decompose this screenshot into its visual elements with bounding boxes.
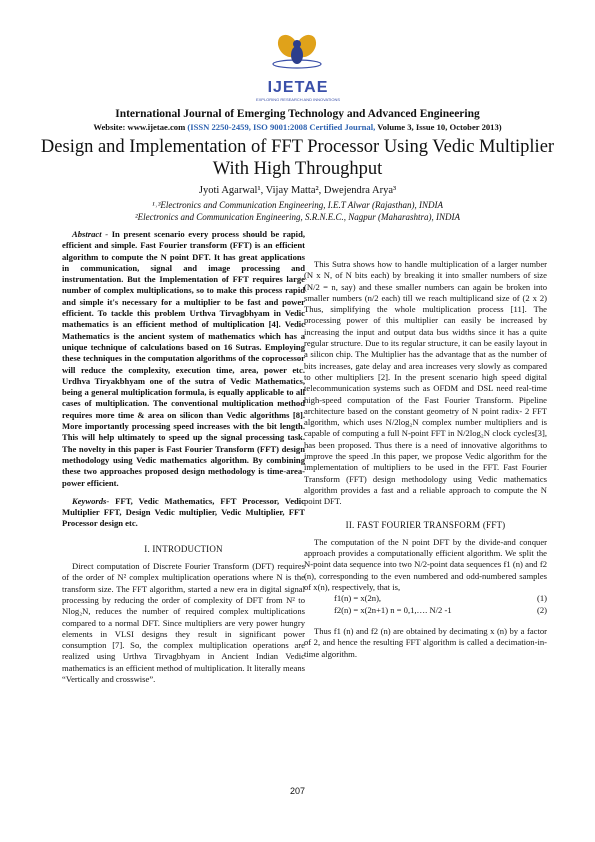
volume-issue: Volume 3, Issue 10, October 2013): [375, 122, 502, 132]
equation-2-text: f2(n) = x(2n+1) n = 0,1,…. N/2 -1: [334, 604, 452, 615]
logo-subtext: EXPLORING RESEARCH AND INNOVATIONS: [255, 97, 341, 102]
page-number: 207: [289, 786, 306, 796]
website-prefix: Website: www.ijetae.com: [93, 122, 188, 132]
decimation-paragraph: Thus f1 (n) and f2 (n) are obtained by decimating x (n) by a factor of 2, and hence the resulting FFT algorithm is called a decimation-in-time algorithm.: [304, 625, 547, 659]
section-heading-introduction: I. INTRODUCTION: [144, 543, 223, 554]
paper-title: Design and Implementation of FFT Processor Using Vedic Multiplier With High Throughput: [40, 137, 555, 179]
affiliation-1: ¹˒³Electronics and Communication Engineering, I.E.T Alwar (Rajasthan), INDIA: [152, 200, 443, 210]
equation-1-text: f1(n) = x(2n),: [334, 593, 382, 604]
affiliation-2: ²Electronics and Communication Engineering, S.R.N.E.C., Nagpur (Maharashtra), INDIA: [134, 212, 461, 222]
section-heading-fft: II. FAST FOURIER TRANSFORM (FFT): [345, 519, 506, 530]
right-column: [304, 259, 547, 660]
equation-2-number: (2): [536, 604, 547, 615]
equation-1: [304, 593, 547, 604]
bee-icon: [273, 31, 321, 68]
journal-name: International Journal of Emerging Technology and Advanced Engineering: [115, 108, 480, 120]
issn-text: (ISSN 2250-2459, ISO 9001:2008 Certified Journal,: [187, 122, 376, 132]
authors: Jyoti Agarwal¹, Vijay Matta², Dwejendra Arya³: [198, 185, 397, 196]
abstract-label: Abstract -: [72, 229, 109, 239]
left-column: [62, 229, 305, 685]
abstract-text: In present scenario every process should be rapid, efficient and simple. Fast Fourier transform (FFT) is an efficient algorithm to compute the N point DFT. It has great applications in communication, signal and image processing and instrumentation. But the Implementation of FFT requires large number of complex multiplications, so to make this process rapid and simple it's necessary for a multiplier to be fast and power efficient. To tackle this problem Urthva Tirvagbhyam in Vedic mathematics is an efficient method of multiplication [4]. Vedic Mathematics is the ancient system of mathematics which has a unique technique of calculations based on 16 Sutras. Employing these techniques in the computation algorithms of the coprocessor will reduce the complexity, execution time, area, power etc. Urdhva Tiryakbhyam one of the sutra of Vedic Mathematics, being a general multiplication formula, is equally applicable to all cases of multiplication. The conventional multiplication method requires more time & area on silicon than Vedic algorithms [8]. More importantly processing speed increases with the bit length. This will help ultimately to speed up the signal processing task. The novelty in this paper is Fast Fourier Transform (FFT) design methodology using Vedic mathematics algorithm. By combining these two approaches proposed design methodology is time-area-power efficient.: [62, 229, 305, 488]
keywords-text: FFT, Vedic Mathematics, FFT Processor, Vedic Multiplier FFT, Design Vedic multiplier, Vedic Multiplier, FFT Processor design etc.: [62, 495, 305, 529]
keywords-label: Keywords-: [72, 495, 110, 506]
intro-paragraph: Direct computation of Discrete Fourier Transform (DFT) requires of the order of N² complex multiplication operations where N is the transform size. The FFT algorithm, started a new era in digital signal processing by reducing the order of complexity of DFT from N² to Nlog₂N, reduces the number of required complex multiplications compared to a normal DFT. Since multipliers are very power hungry elements in VLSI designs they result in significant power consumption [7]. So, the complex multiplication operations are realized using Urthva Tirvagbhyam in Ancient Indian Vedic mathematics is an efficient method of multiplication. It literally means “Vertically and crosswise”.: [62, 561, 305, 684]
logo-text: IJETAE: [267, 79, 329, 96]
website-line: [0, 122, 595, 132]
equation-2: [304, 605, 547, 616]
fft-paragraph: The computation of the N point DFT by the divide-and conquer approach provides a computationally efficient algorithm. We split the N-point data sequence into two N/2-point data sequences f1 (n) and f2 (n), corresponding to the even numbered and odd-numbered samples of x(n), respectively, that is,: [304, 536, 547, 593]
abstract: [62, 229, 305, 489]
keywords: [62, 496, 305, 530]
equation-1-number: (1): [536, 593, 547, 604]
sutra-paragraph: This Sutra shows how to handle multiplication of a larger number (N x N, of N bits each) by breaking it into smaller numbers of size (N/2 = n, say) and these smaller numbers can again be broken into smaller numbers (n/2 each) till we reach multiplicand size of (2 x 2) Thus, simplifying the whole multiplication process [11]. The processing power of this multiplier can easily be increased by increasing the input and output data bus widths since it has a quite regular structure. Due to its regular structure, it can be easily layout in a silicon chip. The Multiplier has the advantage that as the number of bits increases, gate delay and area increases very slowly as compared to other multipliers [2]. In the present scenario high speed digital telecommunication systems such as OFDM and DSL need real-time high-speed computation of the Fast Fourier Transform. Pipeline architecture based on the constant geometry of N point radix- 2 FFT algorithm, which uses N/2log₂N complex number multipliers and is capable of computing a full N-point FFT in N/2log₂N clock cycles[3], has been proposed. Thus there is a need of innovative algorithms to improve the speed .In this paper, we propose Vedic algorithm for the implementation of multipliers to be used in the FFT. Fast Fourier Transform (FFT) design methodology using Vedic mathematics algorithm provides a fast and a reliable approach to compute the N point DFT.: [304, 259, 547, 507]
